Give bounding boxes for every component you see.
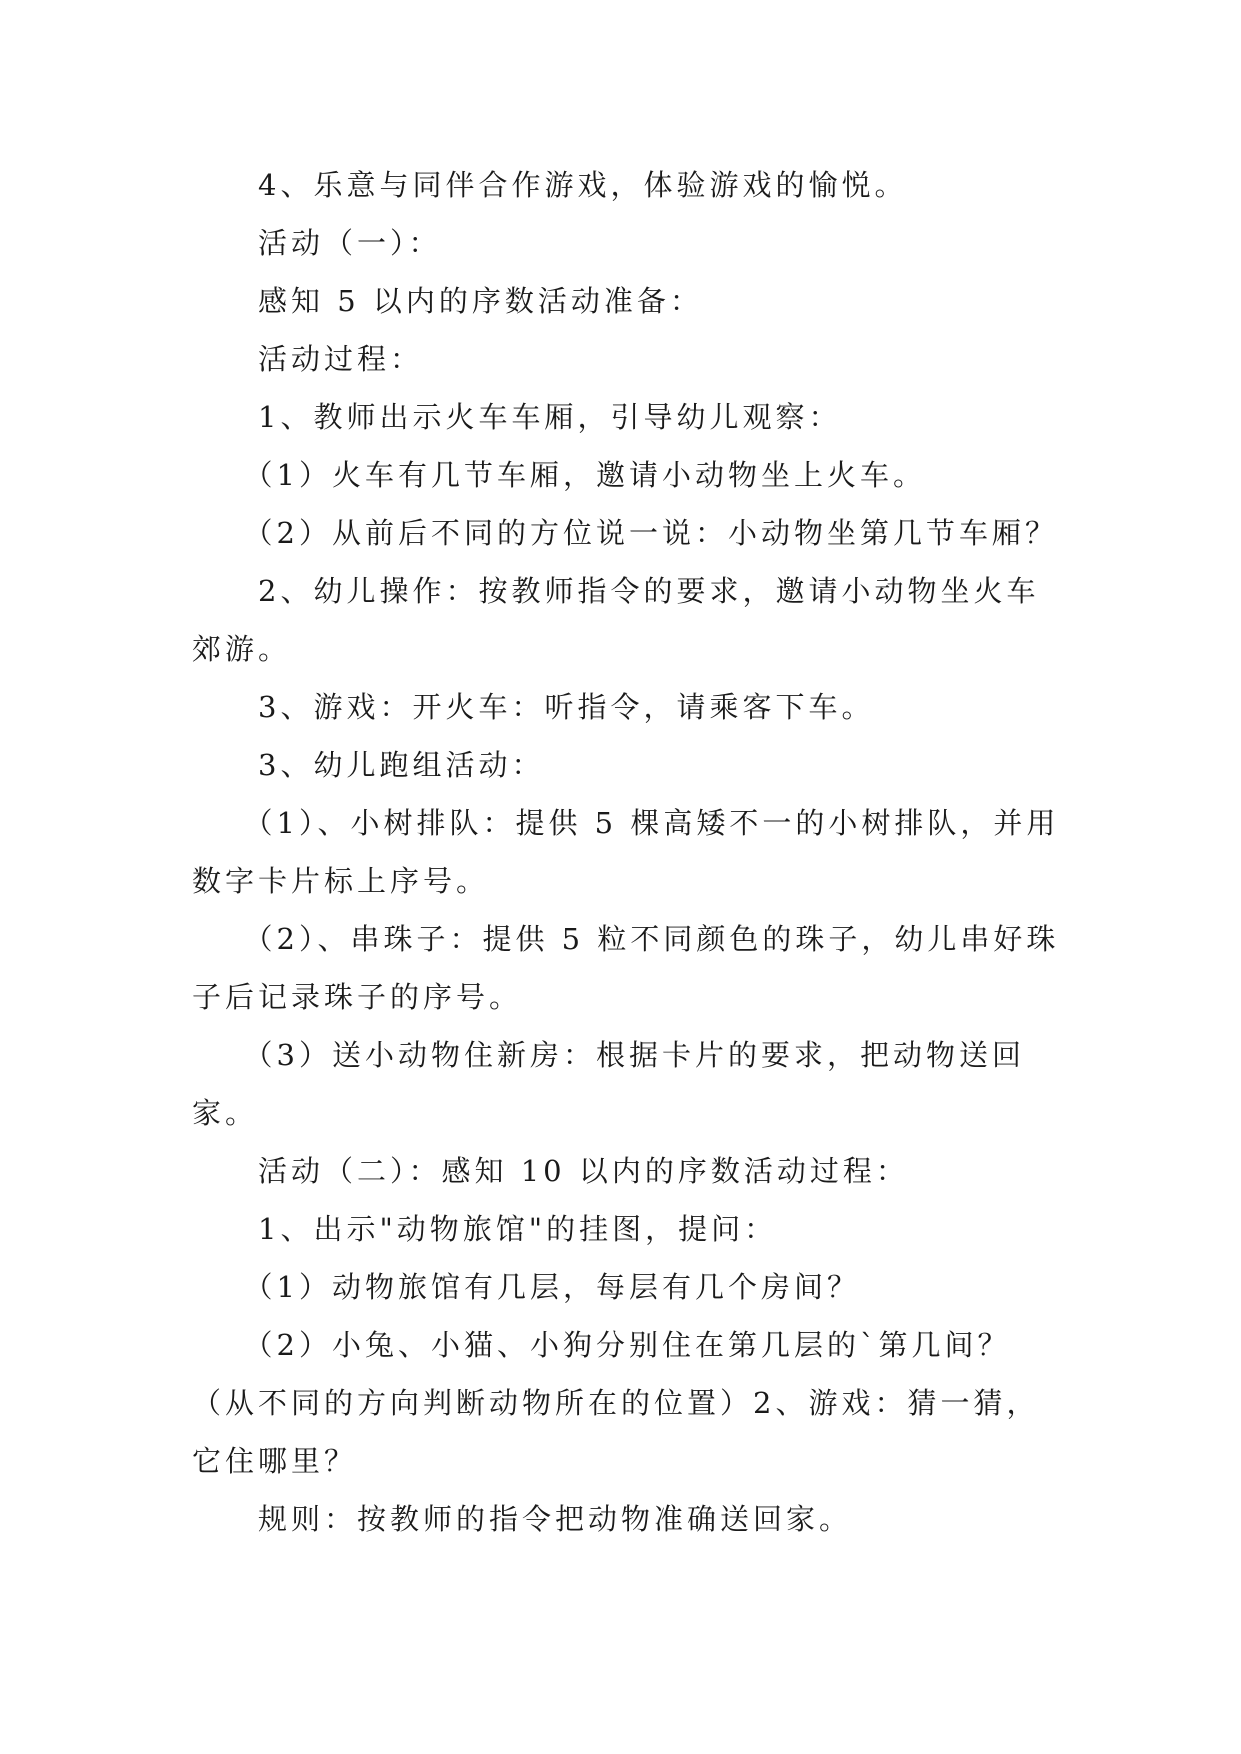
text-line: 郊游。 [192,632,292,666]
text-line: （1）火车有几节车厢，邀请小动物坐上火车。 [192,458,926,492]
text-line: （2）从前后不同的方位说一说：小动物坐第几节车厢？ [192,516,1058,550]
text-line: 3、游戏：开火车：听指令，请乘客下车。 [192,690,875,724]
text-line: 它住哪里？ [192,1444,358,1478]
text-line: 规则：按教师的指令把动物准确送回家。 [192,1502,853,1536]
text-line: 感知 5 以内的序数活动准备： [192,284,703,318]
text-line: 1、出示"动物旅馆"的挂图，提问： [192,1212,778,1246]
text-line: 3、幼儿跑组活动： [192,748,545,782]
text-line: （1）动物旅馆有几层，每层有几个房间？ [192,1270,860,1304]
text-line: 活动过程： [192,342,424,376]
text-line: （2）、串珠子：提供 5 粒不同颜色的珠子，幼儿串好珠 [192,922,1060,956]
text-line: （3）送小动物住新房：根据卡片的要求，把动物送回 [192,1038,1025,1072]
text-line: 家。 [192,1096,259,1130]
text-line: 数字卡片标上序号。 [192,864,490,898]
text-line: 活动（一）： [192,226,442,260]
text-line: （1）、小树排队：提供 5 棵高矮不一的小树排队，并用 [192,806,1060,840]
text-line: 1、教师出示火车车厢，引导幼儿观察： [192,400,842,434]
text-line: 子后记录珠子的序号。 [192,980,523,1014]
text-line: 4、乐意与同伴合作游戏，体验游戏的愉悦。 [192,168,908,202]
text-line: （从不同的方向判断动物所在的位置）2、游戏：猜一猜， [192,1386,1040,1420]
text-line: 活动（二）：感知 10 以内的序数活动过程： [192,1154,909,1188]
text-line: 2、幼儿操作：按教师指令的要求，邀请小动物坐火车 [192,574,1040,608]
text-line: （2）小兔、小猫、小狗分别住在第几层的`第几间？ [192,1328,1011,1362]
